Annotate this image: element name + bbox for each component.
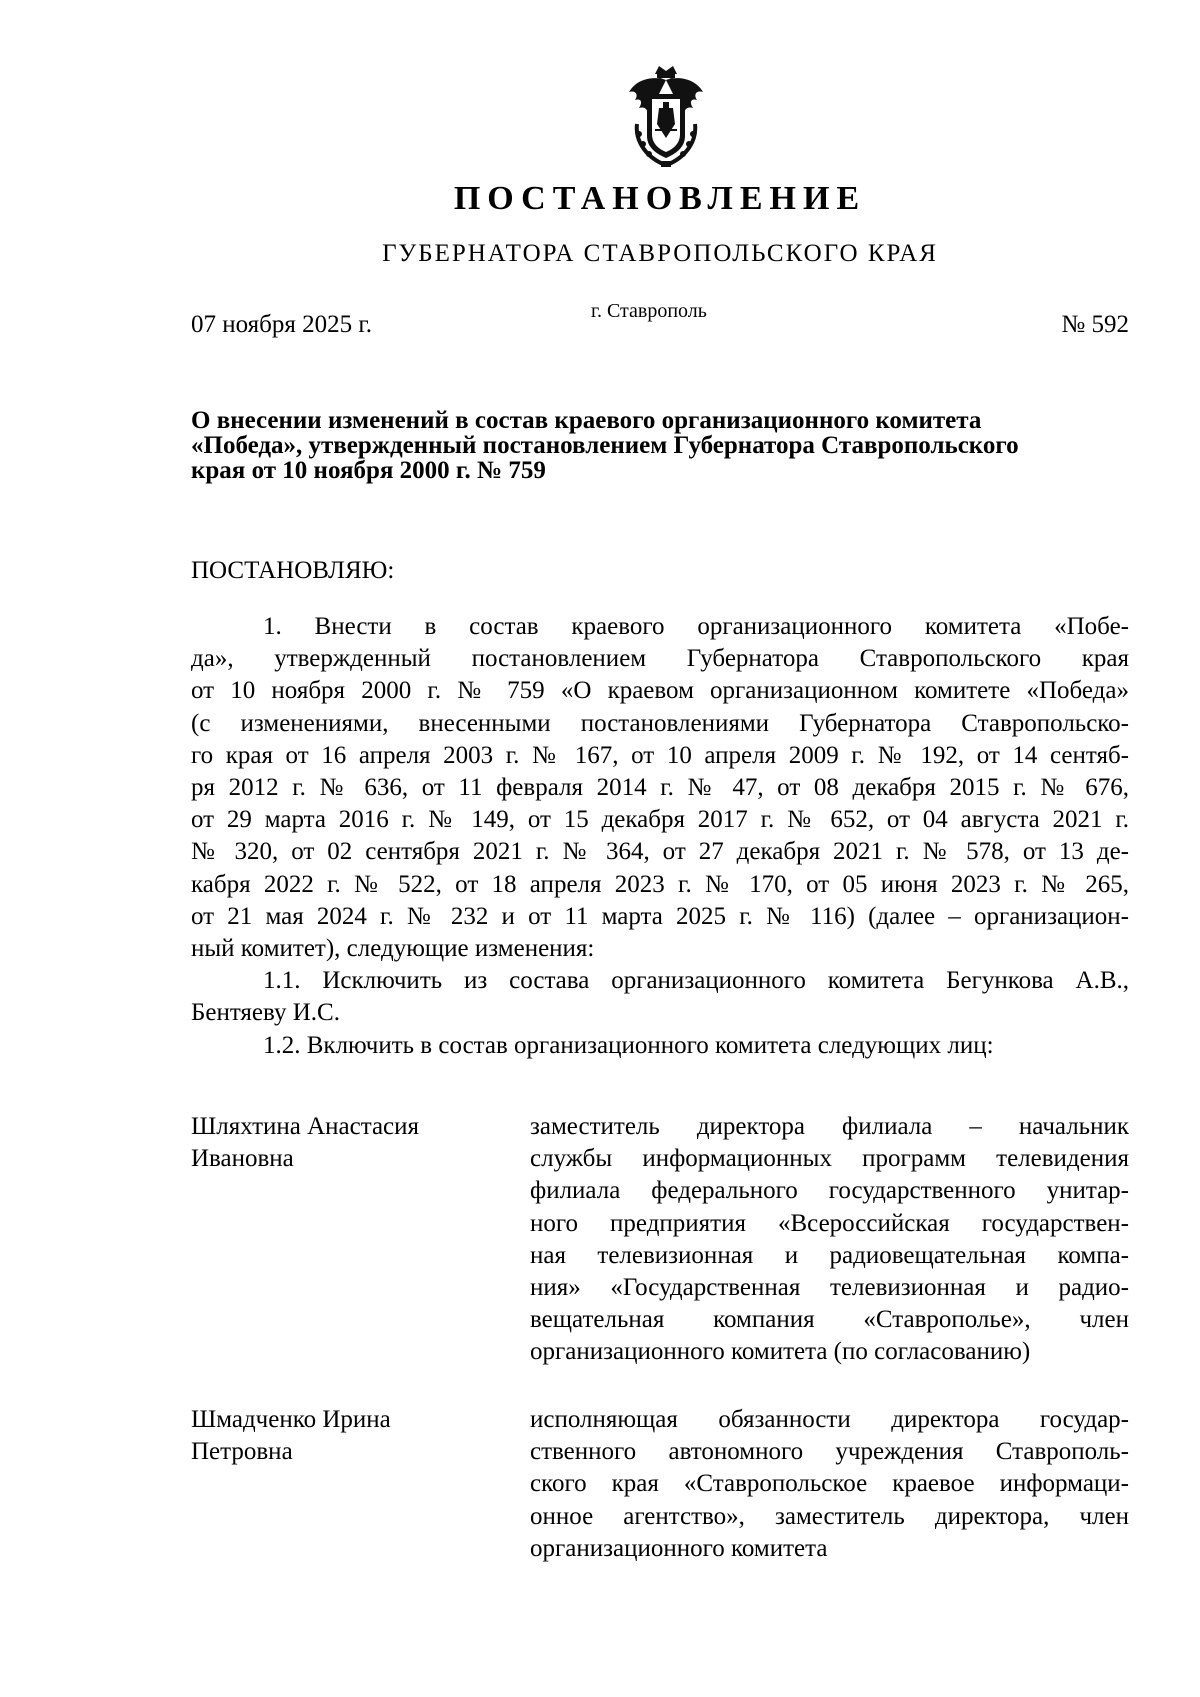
body-line: от 29 марта 2016 г. № 149, от 15 декабря 2017 г. № 652, от 04 августа 2021 г. (191, 806, 1129, 834)
document-subject (191, 408, 1129, 483)
document-title: ПОСТАНОВЛЕНИЕ (453, 180, 867, 217)
body-line: кабря 2022 г. № 522, от 18 апреля 2023 г. № 170, от 05 июня 2023 г. № 265, (191, 870, 1129, 898)
body-line: 1.1. Исключить из состава организационного комитета Бегункова А.В., (263, 967, 1129, 995)
subject-line: края от 10 ноября 2000 г. № 759 (191, 457, 546, 484)
member-role-line: ственного автономного учреждения Ставрополь- (530, 1438, 1129, 1466)
member-role-line: службы информационных программ телевидения (530, 1145, 1129, 1173)
member-role (530, 1111, 1129, 1369)
subject-line: «Победа», утвержденный постановлением Губернатора Ставропольского (191, 432, 1019, 459)
body-line: Бентяеву И.С. (191, 999, 340, 1027)
member-role-line: филиала федерального государственного унитар- (530, 1177, 1129, 1205)
member-name (191, 1111, 491, 1175)
body-line: от 21 мая 2024 г. № 232 и от 11 марта 2025 г. № 116) (далее – организацион- (191, 902, 1129, 930)
document-date: 07 ноября 2025 г. (191, 311, 373, 338)
member-role-line: онное агентство», заместитель директора, член (530, 1502, 1129, 1530)
member-role-line: организационного комитета (530, 1534, 828, 1562)
member-role-line: заместитель директора филиала – начальник (530, 1113, 1129, 1140)
member-name-line: Ивановна (191, 1145, 294, 1173)
member-role-line: организационного комитета (по согласованию) (530, 1338, 1031, 1366)
member-name-line: Петровна (191, 1438, 293, 1466)
member-role-line: ная телевизионная и радиовещательная компа- (530, 1241, 1129, 1269)
member-name-line: Шмадченко Ирина (191, 1406, 391, 1433)
body-line: ря 2012 г. № 636, от 11 февраля 2014 г. № 47, от 08 декабря 2015 г. № 676, (191, 774, 1129, 802)
body-line: 1. Внести в состав краевого организационного комитета «Побе- (263, 613, 1129, 640)
body-line: го края от 16 апреля 2003 г. № 167, от 10 апреля 2009 г. № 192, от 14 сентяб- (191, 741, 1129, 769)
document-number: № 592 (1061, 311, 1129, 338)
body-line: 1.2. Включить в состав организационного комитета следующих лиц: (263, 1031, 994, 1059)
resolve-heading: ПОСТАНОВЛЯЮ: (191, 557, 395, 584)
stavropol-coat-of-arms-icon (625, 64, 707, 168)
member-role (530, 1404, 1129, 1565)
member-name (191, 1404, 491, 1468)
member-role-line: ния» «Государственная телевизионная и радио- (530, 1274, 1129, 1302)
member-role-line: ного предприятия «Всероссийская государствен- (530, 1209, 1129, 1237)
member-role-line: ского края «Ставропольское краевое информаци- (530, 1470, 1129, 1498)
body-line: да», утвержденный постановлением Губернатора Ставропольского края (191, 645, 1129, 673)
member-role-line: вещательная компания «Ставрополье», член (530, 1306, 1129, 1334)
document-body (191, 611, 1129, 1062)
body-line: от 10 ноября 2000 г. № 759 «О краевом организационном комитете «Победа» (191, 677, 1129, 705)
subject-line: О внесении изменений в состав краевого организационного комитета (191, 407, 982, 434)
document-issuer: ГУБЕРНАТОРА СТАВРОПОЛЬСКОГО КРАЯ (382, 240, 938, 267)
body-line: (с изменениями, внесенными постановлениями Губернатора Ставропольско- (191, 709, 1129, 737)
member-name-line: Шляхтина Анастасия (191, 1113, 420, 1140)
document-city: г. Ставрополь (591, 300, 707, 322)
body-line: № 320, от 02 сентября 2021 г. № 364, от 27 декабря 2021 г. № 578, от 13 де- (191, 838, 1129, 866)
body-line: ный комитет), следующие изменения: (191, 935, 595, 963)
member-role-line: исполняющая обязанности директора государ- (530, 1406, 1129, 1433)
